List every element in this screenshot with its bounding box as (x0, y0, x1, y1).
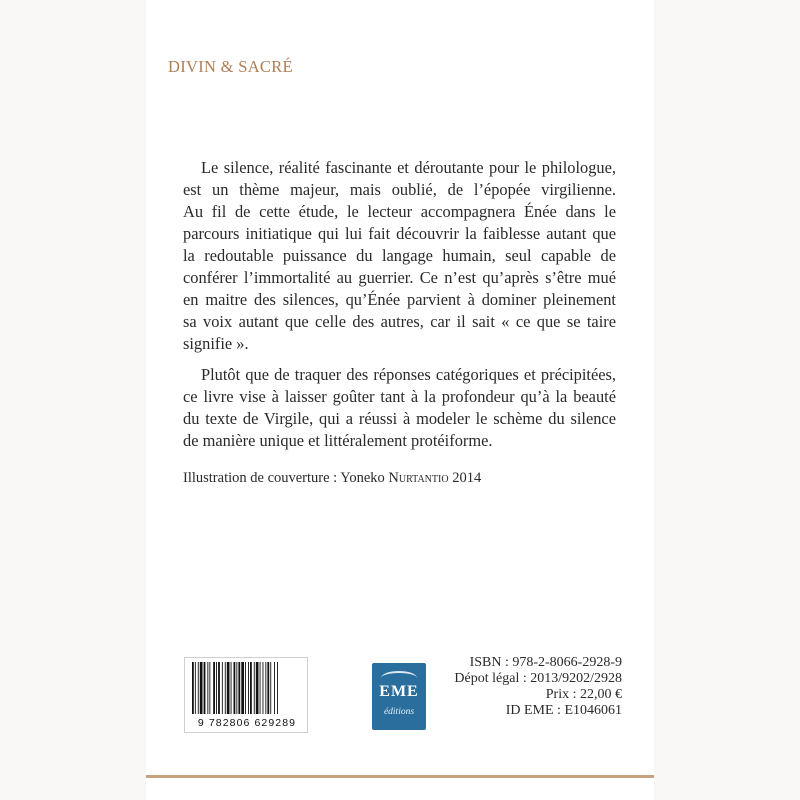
barcode-bar (207, 662, 208, 714)
text-line: sa voix autant que celle des autres, car il sait « ce que se taire (183, 312, 616, 331)
text-line: Plutôt que de traquer des réponses catégoriques et précipitées, (201, 365, 616, 384)
text-line: la redoutable puissance du langage humain, seul capable de (183, 246, 616, 265)
barcode-bar (192, 662, 194, 714)
barcode-bar (200, 662, 203, 714)
barcode-bar (216, 662, 217, 714)
text-line: en maitre des silences, qu’Énée parvient à dominer pleinement (183, 290, 616, 309)
text-line: Au fil de cette étude, le lecteur accompagnera Énée dans le (183, 202, 616, 221)
barcode-bar (263, 662, 264, 714)
barcode-bar (231, 662, 232, 714)
barcode-bar (254, 662, 255, 714)
illustration-credit (183, 470, 481, 487)
barcode-bar (265, 662, 266, 714)
credit-surname: Nurtantio (388, 470, 449, 486)
barcode-bar (270, 662, 271, 714)
barcode (184, 657, 308, 733)
barcode-bar (204, 662, 206, 714)
barcode-bar (250, 662, 252, 714)
logo-subtitle: éditions (383, 707, 415, 717)
barcode-bar (241, 662, 244, 714)
id-eme: ID EME : E1046061 (505, 703, 622, 718)
collection-title: DIVIN & SACRÉ (168, 57, 293, 76)
text-line: ce livre vise à laisser goûter tant à la profondeur qu’à la beauté (183, 387, 616, 406)
text-line: est un thème majeur, mais oublié, de l’épopée virgilienne. (183, 180, 616, 199)
credit-year: 2014 (448, 470, 482, 486)
barcode-bar (236, 662, 237, 714)
legal-info (454, 655, 622, 719)
barcode-bar (274, 662, 275, 714)
price: Prix : 22,00 € (545, 687, 622, 702)
barcode-bar (218, 662, 220, 714)
barcode-bar (209, 662, 210, 714)
barcode-bar (260, 662, 261, 714)
text-line: conférer l’immortalité au guerrier. Ce n’est qu’après s’être mué (183, 268, 616, 287)
barcode-bar (198, 662, 199, 714)
barcode-bar (245, 662, 246, 714)
barcode-bar (222, 662, 223, 714)
text-line: parcours initiatique qui lui fait découvrir la faiblesse autant que (183, 224, 616, 243)
barcode-bar (225, 662, 226, 714)
publisher-logo (372, 663, 426, 730)
text-line: signifie ». (183, 334, 249, 353)
barcode-bar (227, 662, 230, 714)
barcode-bar (267, 662, 269, 714)
logo-mark: EME (379, 683, 419, 700)
barcode-bars (190, 662, 302, 714)
barcode-bar (277, 662, 278, 714)
barcode-bar (234, 662, 236, 714)
summary-paragraph-1 (183, 157, 616, 355)
barcode-bar (213, 662, 215, 714)
barcode-number: 9 782806 629289 (197, 717, 297, 729)
barcode-bar (256, 662, 259, 714)
isbn: ISBN : 978-2-8066-2928-9 (469, 655, 622, 670)
text-line: du texte de Virgile, qui a réussi à modeler le schème du silence (183, 409, 616, 428)
barcode-bar (195, 662, 196, 714)
barcode-bar (248, 662, 249, 714)
text-line: Le silence, réalité fascinante et déroutante pour le philologue, (201, 158, 616, 177)
text-line: de manière unique et littéralement protéiforme. (183, 431, 493, 450)
summary-paragraph-2 (183, 364, 616, 452)
credit-prefix: Illustration de couverture : Yoneko (183, 470, 389, 486)
bottom-rule (146, 775, 654, 778)
barcode-bar (238, 662, 240, 714)
depot-legal: Dépot légal : 2013/9202/2928 (454, 671, 622, 686)
